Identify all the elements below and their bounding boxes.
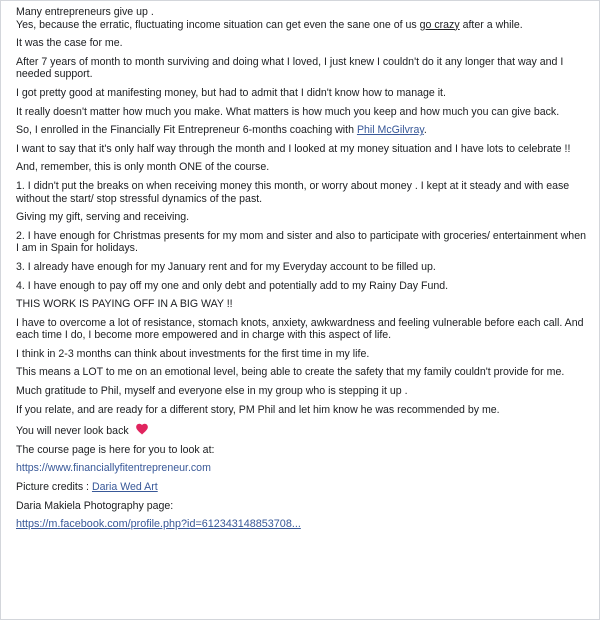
post-line: The course page is here for you to look at: [16, 443, 215, 456]
post-text: Yes, because the erratic, fluctuating income situation can get even the sane one of us [16, 18, 420, 31]
facebook-profile-link[interactable]: https://m.facebook.com/profile.php?id=612343148853708... [16, 518, 301, 531]
post-line: 3. I already have enough for my January rent and for my Everyday account to be filled up. [16, 260, 436, 273]
post-line: And, remember, this is only month ONE of the course. [16, 161, 270, 174]
post-line: Giving my gift, serving and receiving. [16, 211, 190, 224]
post-line: Daria Makiela Photography page: [16, 499, 174, 512]
post-line: 2. I have enough for Christmas presents for my mom and sister and also to participate with groceries/ entertainment when I am in Spain for holidays. [16, 229, 586, 255]
post-line: If you relate, and are ready for a different story, PM Phil and let him know he was recommended by me. [16, 403, 500, 416]
post-line: I have to overcome a lot of resistance, stomach knots, anxiety, awkwardness and feeling vulnerable before each call. And each time I do, I become more empowered and in charge with this aspect of life. [16, 316, 584, 342]
post-line: THIS WORK IS PAYING OFF IN A BIG WAY !! [16, 298, 233, 311]
post-line: Many entrepreneurs give up . [16, 6, 154, 18]
post-text-underlined: go crazy [419, 18, 460, 31]
red-heart-icon [135, 422, 149, 436]
post-line: This means a LOT to me on an emotional level, being able to create the safety that my family couldn't provide for me. [16, 366, 565, 379]
post-text: Picture credits : [16, 481, 92, 494]
post-line: It really doesn't matter how much you make. What matters is how much you keep and how much you can give back. [16, 105, 560, 118]
post-text: after a while. [459, 18, 523, 31]
course-page-link[interactable]: https://www.financiallyfitentrepreneur.com [16, 462, 211, 475]
post-line [16, 19, 590, 32]
post-body [16, 6, 590, 537]
post-line: It was the case for me. [16, 37, 123, 50]
mention-phil-mcgilvray[interactable]: Phil McGilvray [356, 124, 424, 137]
post-line [16, 481, 590, 494]
post-line [16, 422, 590, 438]
post-text: . [423, 124, 427, 137]
post-line [16, 462, 590, 475]
post-line: 1. I didn't put the breaks on when receiving money this month, or worry about money . I kept at it steady and with ease without the start/ stop stressful dynamics of the past. [16, 179, 570, 205]
mention-daria-wed-art[interactable]: Daria Wed Art [91, 481, 158, 494]
post-line: I got pretty good at manifesting money, but had to admit that I didn't know how to manage it. [16, 86, 446, 99]
post-text: So, I enrolled in the Financially Fit Entrepreneur 6-months coaching with [16, 124, 357, 137]
post-line: I think in 2-3 months can think about investments for the first time in my life. [16, 347, 370, 360]
post-line: After 7 years of month to month surviving and doing what I loved, I just knew I couldn't do it any longer that way and I needed support. [16, 55, 564, 81]
post-line: I want to say that it's only half way through the month and I looked at my money situation and I have lots to celebrate !! [16, 142, 571, 155]
post-line: Much gratitude to Phil, myself and everyone else in my group who is stepping it up . [16, 385, 408, 398]
post-line [16, 518, 590, 531]
post-line: 4. I have enough to pay off my one and only debt and potentially add to my Rainy Day Fund. [16, 279, 449, 292]
post-text: You will never look back [16, 425, 129, 438]
post-line [16, 124, 590, 137]
